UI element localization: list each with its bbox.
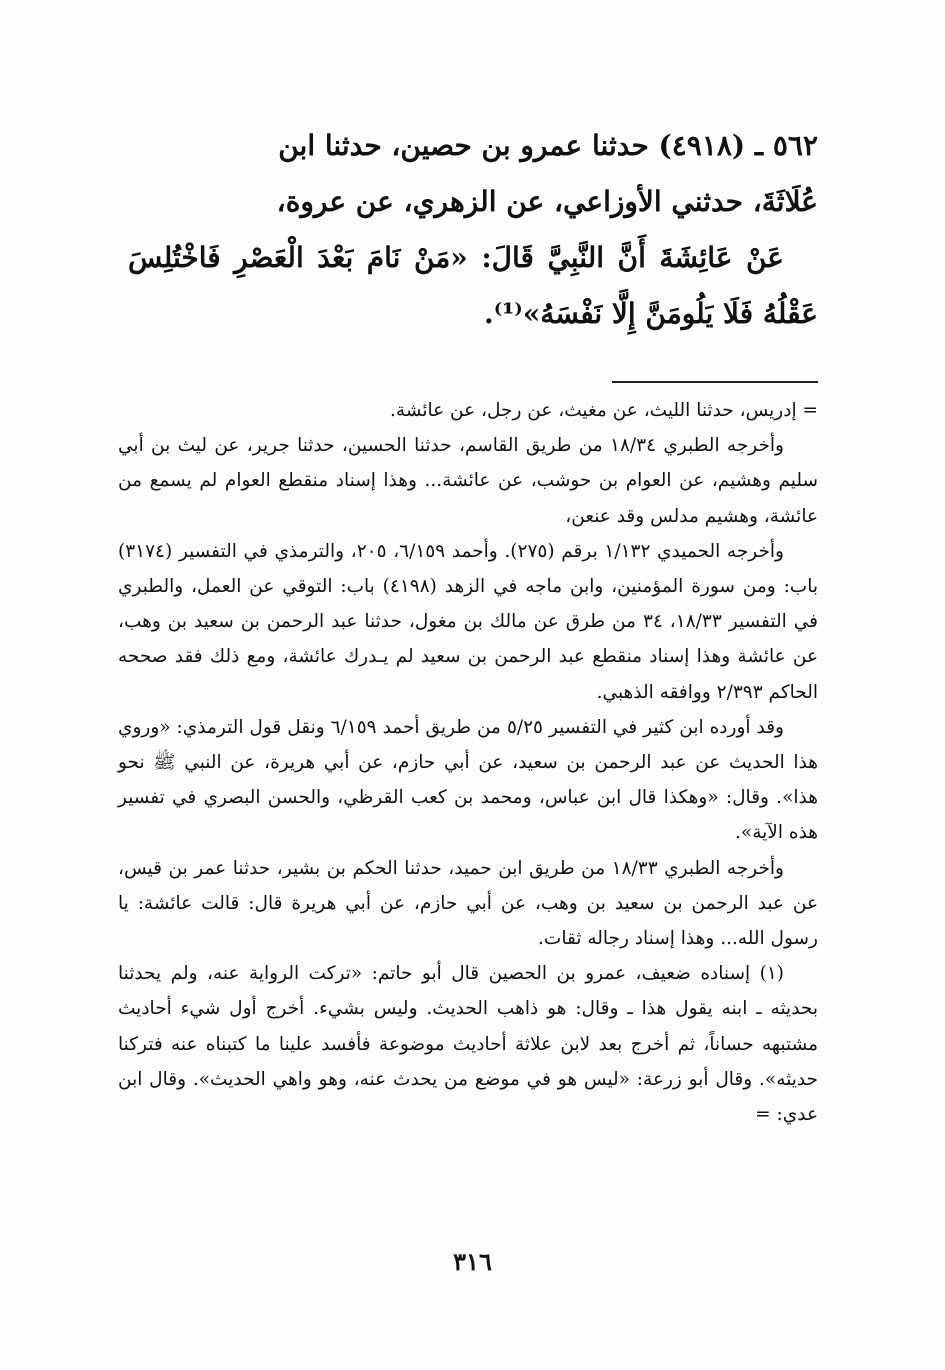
page-number: ٣١٦ (453, 1247, 492, 1276)
footnote-paragraph: وأخرجه الطبري ١٨/٣٣ من طريق ابن حميد، حدثنا الحكم بن بشير، حدثنا عمر بن قيس، عن عبد الرحمن بن سعيد بن وهب، عن أبي حازم، عن أبي هريرة قال: قالت عائشة: يا رسول الله... وهذا إسناد رجاله ثقات. (118, 857, 818, 950)
footnote-paragraph: = إدريس، حدثنا الليث، عن مغيث، عن رجل، عن عائشة. (390, 400, 818, 421)
hadith-isnad-line: ٥٦٢ ـ (٤٩١٨) حدثنا عمرو بن حصين، حدثنا ابن (278, 129, 818, 162)
footnote-paragraph: وأخرجه الطبري ١٨/٣٤ من طريق القاسم، حدثنا الحسين، حدثنا جرير، عن ليث بن أبي سليم وهشيم، عن العوام بن حوشب، عن عائشة... وهذا إسناد منقطع العوام لم يسمع من عائشة، وهشيم مدلس وقد عنعن، (118, 435, 818, 527)
footnote-paragraph: وقد أورده ابن كثير في التفسير ٥/٢٥ من طريق أحمد ٦/١٥٩ ونقل قول الترمذي: «وروي هذا الحديث عن عبد الرحمن بن سعيد، عن أبي حازم، عن أبي هريرة، عن النبي ﷺ نحو هذا». وقال: «وهكذا قال ابن عباس، ومحمد بن كعب القرظي، والحسن البصري في تفسير هذه الآية». (118, 716, 818, 844)
footnote-paragraph: (١) إسناده ضعيف، عمرو بن الحصين قال أبو حاتم: «تركت الرواية عنه، ولم يحدثنا بحديثه ـ ابنه يقول هذا ـ وقال: هو ذاهب الحديث. وليس بشيء. أخرج أول شيء أحاديث مشتبهه حساناً، ثم أخرج بعد لابن علاثة أحاديث موضوعة فأفسد علينا ما كتبناه عنه فتركنا حديثه». وقال أبو زرعة: «ليس هو في موضع من يحدث عنه، وهو واهي الحديث». وقال ابن عدي: = (118, 963, 818, 1126)
hadith-isnad-line: عُلَاثَةَ، حدثني الأوزاعي، عن الزهري، عن عروة، (276, 185, 818, 218)
hadith-matn: عَنْ عَائِشَةَ أَنَّ النَّبِيَّ قَالَ: «مَنْ نَامَ بَعْدَ الْعَصْرِ فَاخْتُلِسَ عَقْلُهُ فَلَا يَلُومَنَّ إِلَّا نَفْسَهُ»⁽¹⁾. (128, 241, 818, 330)
footnote-paragraph: وأخرجه الحميدي ١/١٣٢ برقم (٢٧٥). وأحمد ٦/١٥٩، ٢٠٥، والترمذي في التفسير (٣١٧٤) باب: ومن سورة المؤمنين، وابن ماجه في الزهد (٤١٩٨) باب: التوقي عن العمل، والطبري في التفسير ١٨/٣٣، ٣٤ من طرق عن مالك بن مغول، حدثنا عبد الرحمن بن سعيد بن وهب، عن عائشة وهذا إسناد منقطع عبد الرحمن بن سعيد لم يـدرك عائشة، ومع ذلك فقد صححه الحاكم ٢/٣٩٣ ووافقه الذهبي. (118, 540, 819, 703)
footnote-separator (612, 381, 818, 383)
hadith-text (128, 118, 818, 342)
footnotes (118, 393, 818, 1132)
